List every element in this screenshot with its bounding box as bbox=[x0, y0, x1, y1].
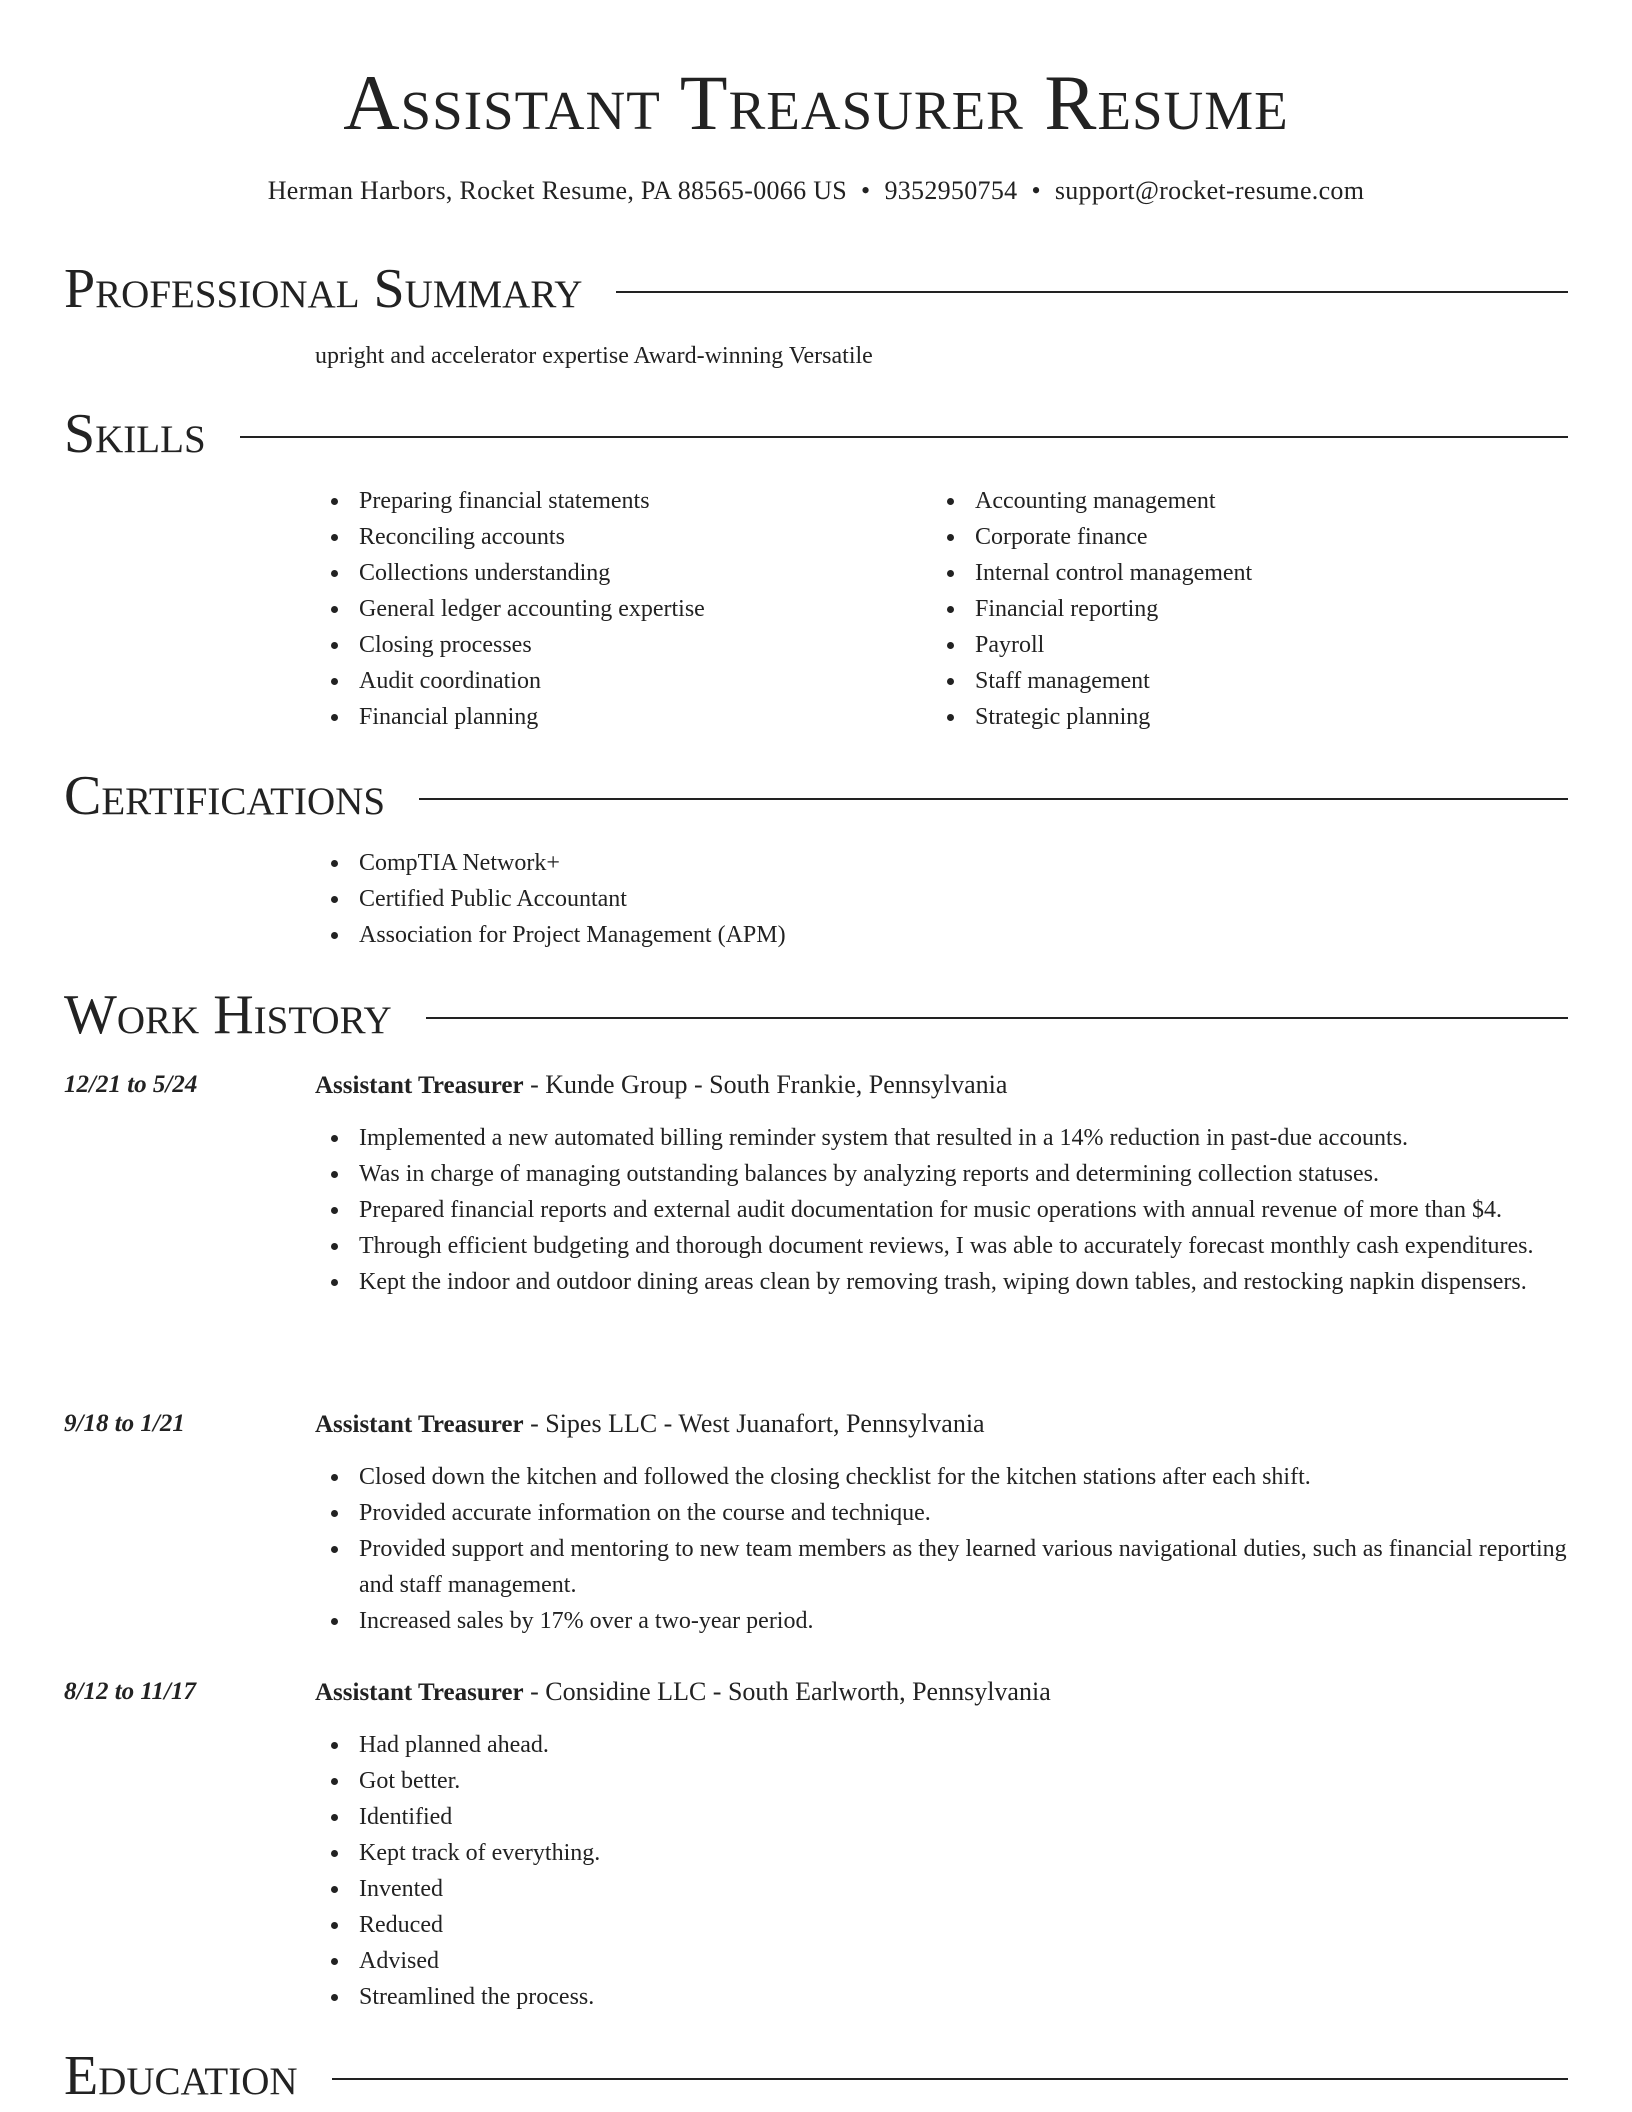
job-bullet: Invented bbox=[315, 1871, 1568, 1907]
resume-title: Assistant Treasurer Resume bbox=[343, 59, 1289, 146]
job-role: Assistant Treasurer bbox=[315, 1072, 524, 1099]
skill-item: General ledger accounting expertise bbox=[315, 591, 705, 627]
skills-list-right bbox=[931, 483, 1252, 735]
skill-item: Strategic planning bbox=[931, 699, 1252, 735]
skill-item: Reconciling accounts bbox=[315, 519, 705, 555]
job-role: Assistant Treasurer bbox=[315, 1411, 524, 1438]
job-bullet: Reduced bbox=[315, 1907, 1568, 1943]
job-bullet: Through efficient budgeting and thorough document reviews, I was able to accurately forecast monthly cash expenditures. bbox=[315, 1228, 1568, 1264]
job-company-location: - Sipes LLC - West Juanafort, Pennsylvania bbox=[523, 1409, 985, 1438]
skill-item: Payroll bbox=[931, 627, 1252, 663]
section-heading-summary bbox=[64, 257, 1568, 321]
section-divider bbox=[426, 1017, 1568, 1019]
job-role: Assistant Treasurer bbox=[315, 1679, 524, 1706]
education-heading: Education bbox=[64, 2045, 298, 2107]
skill-item: Closing processes bbox=[315, 627, 705, 663]
section-heading-skills bbox=[64, 402, 1568, 466]
certification-item: CompTIA Network+ bbox=[315, 845, 786, 881]
certification-item: Association for Project Management (APM) bbox=[315, 917, 786, 953]
job-bullet: Implemented a new automated billing reminder system that resulted in a 14% reduction in past-due accounts. bbox=[315, 1120, 1568, 1156]
skills-heading: Skills bbox=[64, 403, 206, 465]
job-bullet: Closed down the kitchen and followed the closing checklist for the kitchen stations after each shift. bbox=[315, 1459, 1568, 1495]
job-company-location: - Considine LLC - South Earlworth, Pennsylvania bbox=[523, 1677, 1051, 1706]
contact-email: support@rocket-resume.com bbox=[1054, 176, 1365, 205]
contact-phone: 9352950754 bbox=[884, 176, 1018, 205]
contact-address: Herman Harbors, Rocket Resume, PA 88565-0066 US bbox=[267, 176, 848, 205]
skill-item: Collections understanding bbox=[315, 555, 705, 591]
section-heading-education bbox=[64, 2044, 1568, 2108]
contact-line bbox=[0, 174, 1632, 208]
skill-item: Staff management bbox=[931, 663, 1252, 699]
job-title-line bbox=[315, 1068, 1007, 1103]
job-bullets bbox=[315, 1120, 1568, 1300]
job-bullet: Got better. bbox=[315, 1763, 1568, 1799]
contact-separator: • bbox=[861, 176, 871, 205]
summary-text: upright and accelerator expertise Award-winning Versatile bbox=[315, 343, 873, 369]
job-bullet: Advised bbox=[315, 1943, 1568, 1979]
job-bullet: Streamlined the process. bbox=[315, 1979, 1568, 2015]
job-bullet: Provided support and mentoring to new team members as they learned various navigational duties, such as financial reporting and staff management. bbox=[315, 1531, 1568, 1603]
skill-item: Financial planning bbox=[315, 699, 705, 735]
certifications-list bbox=[315, 845, 786, 953]
certifications-heading: Certifications bbox=[64, 765, 386, 827]
section-heading-certifications bbox=[64, 764, 1568, 828]
section-divider bbox=[240, 436, 1568, 438]
section-heading-work-history bbox=[64, 983, 1568, 1047]
skill-item: Preparing financial statements bbox=[315, 483, 705, 519]
job-dates: 12/21 to 5/24 bbox=[64, 1071, 198, 1098]
section-divider bbox=[332, 2078, 1568, 2080]
contact-separator: • bbox=[1031, 176, 1041, 205]
job-bullet: Provided accurate information on the course and technique. bbox=[315, 1495, 1568, 1531]
job-bullets bbox=[315, 1459, 1568, 1639]
job-bullet: Increased sales by 17% over a two-year period. bbox=[315, 1603, 1568, 1639]
job-bullet: Kept track of everything. bbox=[315, 1835, 1568, 1871]
skill-item: Corporate finance bbox=[931, 519, 1252, 555]
job-title-line bbox=[315, 1407, 985, 1442]
job-bullet: Kept the indoor and outdoor dining areas clean by removing trash, wiping down tables, and restocking napkin dispensers. bbox=[315, 1264, 1568, 1300]
job-title-line bbox=[315, 1675, 1051, 1710]
job-bullet: Was in charge of managing outstanding balances by analyzing reports and determining collection statuses. bbox=[315, 1156, 1568, 1192]
job-bullet: Identified bbox=[315, 1799, 1568, 1835]
skill-item: Audit coordination bbox=[315, 663, 705, 699]
section-divider bbox=[616, 291, 1568, 293]
job-company-location: - Kunde Group - South Frankie, Pennsylvania bbox=[523, 1070, 1008, 1099]
section-divider bbox=[419, 798, 1568, 800]
job-dates: 8/12 to 11/17 bbox=[64, 1678, 196, 1705]
job-bullet: Prepared financial reports and external audit documentation for music operations with annual revenue of more than $4. bbox=[315, 1192, 1568, 1228]
job-bullet: Had planned ahead. bbox=[315, 1727, 1568, 1763]
summary-heading: Professional Summary bbox=[64, 258, 583, 320]
skill-item: Internal control management bbox=[931, 555, 1252, 591]
certification-item: Certified Public Accountant bbox=[315, 881, 786, 917]
job-bullets bbox=[315, 1727, 1568, 2015]
skill-item: Financial reporting bbox=[931, 591, 1252, 627]
skills-list-left bbox=[315, 483, 705, 735]
work-history-heading: Work History bbox=[64, 984, 392, 1046]
skill-item: Accounting management bbox=[931, 483, 1252, 519]
job-dates: 9/18 to 1/21 bbox=[64, 1410, 185, 1437]
